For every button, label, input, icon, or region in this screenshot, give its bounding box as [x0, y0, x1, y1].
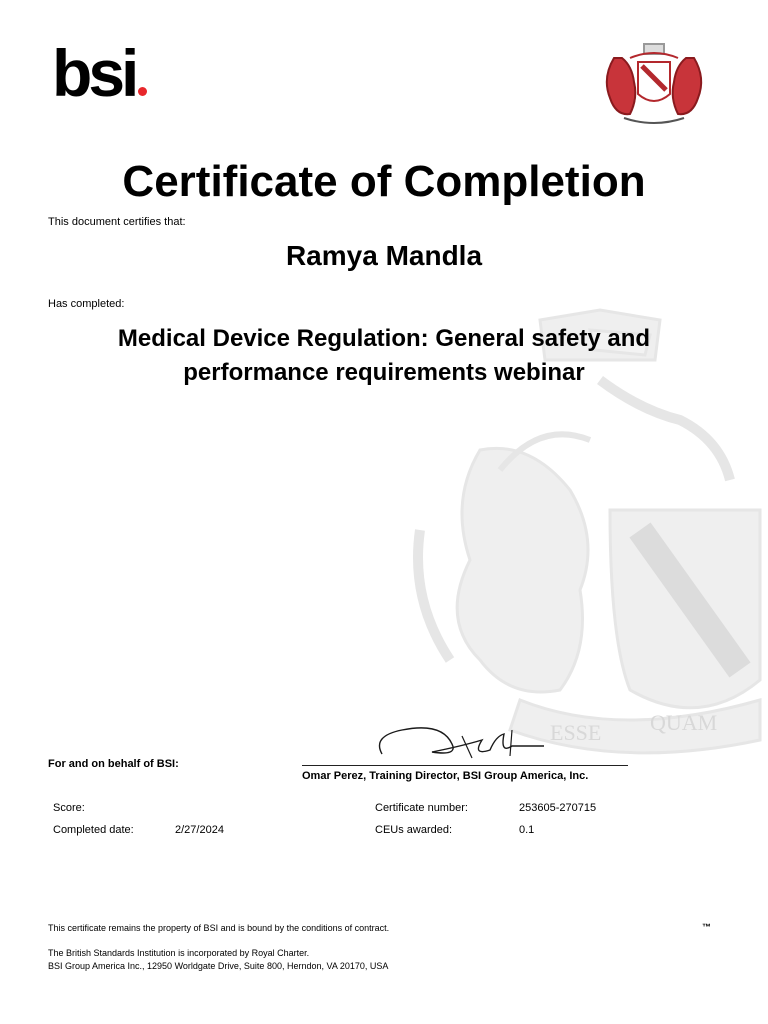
- signature-line: [302, 765, 628, 766]
- certifies-label: This document certifies that:: [48, 216, 186, 228]
- address: BSI Group America Inc., 12950 Worldgate Drive, Suite 800, Herndon, VA 20170, USA: [48, 961, 389, 971]
- completed-date-value: 2/27/2024: [175, 824, 224, 836]
- charter-note: The British Standards Institution is incorporated by Royal Charter.: [48, 948, 310, 958]
- certificate-title: Certificate of Completion: [122, 157, 646, 206]
- bsi-logo: [52, 36, 147, 110]
- signature-icon: [372, 716, 552, 764]
- logo-dot: [138, 87, 147, 96]
- property-note: This certificate remains the property of BSI and is bound by the conditions of contract.: [48, 923, 390, 933]
- course-title-line2: performance requirements webinar: [183, 359, 585, 386]
- watermark-motto-right: QUAM: [650, 710, 718, 735]
- recipient-name: Ramya Mandla: [285, 240, 483, 271]
- certificate-number-label: Certificate number:: [375, 802, 468, 814]
- has-completed-label: Has completed:: [48, 298, 125, 310]
- certificate-number-value: 253605-270715: [519, 802, 597, 814]
- watermark-motto-left: ESSE: [550, 720, 602, 745]
- signer-name: Omar Perez, Training Director, BSI Group America, Inc.: [302, 770, 589, 782]
- behalf-label: For and on behalf of BSI:: [48, 758, 179, 770]
- completed-date-label: Completed date:: [53, 824, 134, 836]
- score-label: Score:: [53, 802, 85, 814]
- course-title-line1: Medical Device Regulation: General safety and: [117, 325, 651, 352]
- coat-of-arms-icon: [594, 38, 714, 130]
- ceus-label: CEUs awarded:: [375, 824, 453, 836]
- ceus-value: 0.1: [519, 824, 535, 836]
- trademark-symbol: ™: [702, 922, 711, 932]
- course-title: [84, 322, 684, 390]
- logo-text: bsi: [52, 36, 136, 110]
